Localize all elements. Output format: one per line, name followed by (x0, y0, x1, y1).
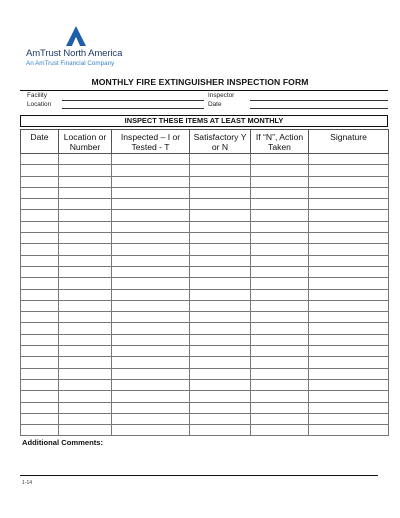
footer-divider (20, 475, 378, 476)
table-cell[interactable] (309, 425, 389, 436)
table-cell[interactable] (59, 176, 112, 187)
table-cell[interactable] (251, 413, 309, 424)
table-cell[interactable] (251, 379, 309, 390)
column-header-satisfactory: Satisfactory Y or N (190, 130, 251, 154)
table-row (21, 199, 389, 210)
table-cell[interactable] (112, 221, 190, 232)
table-cell[interactable] (21, 210, 59, 221)
table-cell[interactable] (190, 199, 251, 210)
table-cell[interactable] (190, 402, 251, 413)
facility-field[interactable] (62, 100, 204, 101)
table-cell[interactable] (21, 165, 59, 176)
table-cell[interactable] (309, 368, 389, 379)
table-cell[interactable] (59, 368, 112, 379)
table-cell[interactable] (21, 334, 59, 345)
table-cell[interactable] (309, 323, 389, 334)
amtrust-a-logo-icon (66, 26, 86, 46)
table-cell[interactable] (309, 289, 389, 300)
table-row (21, 266, 389, 277)
date-field[interactable] (250, 108, 388, 109)
table-cell[interactable] (309, 154, 389, 165)
table-cell[interactable] (21, 425, 59, 436)
table-cell[interactable] (251, 154, 309, 165)
table-cell[interactable] (59, 323, 112, 334)
table-cell[interactable] (112, 199, 190, 210)
column-header-location: Location or Number (59, 130, 112, 154)
table-cell[interactable] (112, 346, 190, 357)
table-row (21, 255, 389, 266)
table-cell[interactable] (112, 165, 190, 176)
table-cell[interactable] (21, 391, 59, 402)
table-row (21, 187, 389, 198)
table-cell[interactable] (59, 379, 112, 390)
table-cell[interactable] (112, 176, 190, 187)
inspection-log-table (20, 129, 389, 436)
table-cell[interactable] (251, 357, 309, 368)
table-cell[interactable] (112, 402, 190, 413)
table-cell[interactable] (309, 199, 389, 210)
table-cell[interactable] (59, 278, 112, 289)
date-label: Date (208, 101, 222, 108)
table-row (21, 289, 389, 300)
table-cell[interactable] (309, 176, 389, 187)
table-cell[interactable] (251, 289, 309, 300)
table-cell[interactable] (59, 221, 112, 232)
table-row (21, 244, 389, 255)
additional-comments-label: Additional Comments: (22, 438, 103, 447)
table-cell[interactable] (59, 402, 112, 413)
table-cell[interactable] (112, 278, 190, 289)
table-cell[interactable] (59, 312, 112, 323)
amtrust-logo (20, 22, 130, 72)
table-cell[interactable] (59, 187, 112, 198)
table-cell[interactable] (251, 210, 309, 221)
table-cell[interactable] (112, 154, 190, 165)
inspection-banner: INSPECT THESE ITEMS AT LEAST MONTHLY (20, 115, 388, 127)
table-row (21, 391, 389, 402)
table-cell[interactable] (309, 244, 389, 255)
table-cell[interactable] (251, 368, 309, 379)
table-cell[interactable] (190, 176, 251, 187)
table-cell[interactable] (59, 391, 112, 402)
table-cell[interactable] (190, 244, 251, 255)
table-cell[interactable] (309, 346, 389, 357)
table-cell[interactable] (190, 210, 251, 221)
page-number: 1-14 (22, 480, 33, 486)
table-cell[interactable] (112, 233, 190, 244)
facility-label: Facility (27, 92, 47, 99)
table-cell[interactable] (21, 176, 59, 187)
table-row (21, 379, 389, 390)
table-cell[interactable] (112, 413, 190, 424)
table-cell[interactable] (21, 255, 59, 266)
table-row (21, 368, 389, 379)
table-cell[interactable] (21, 346, 59, 357)
table-row (21, 165, 389, 176)
location-field[interactable] (62, 108, 204, 109)
table-cell[interactable] (309, 334, 389, 345)
table-row (21, 154, 389, 165)
table-cell[interactable] (21, 221, 59, 232)
table-cell[interactable] (59, 233, 112, 244)
table-cell[interactable] (59, 244, 112, 255)
table-cell[interactable] (309, 413, 389, 424)
table-row (21, 278, 389, 289)
table-cell[interactable] (112, 210, 190, 221)
table-cell[interactable] (21, 323, 59, 334)
table-cell[interactable] (21, 300, 59, 311)
table-cell[interactable] (190, 323, 251, 334)
table-cell[interactable] (251, 312, 309, 323)
table-cell[interactable] (59, 266, 112, 277)
table-row (21, 357, 389, 368)
table-cell[interactable] (112, 379, 190, 390)
table-cell[interactable] (59, 413, 112, 424)
table-cell[interactable] (309, 221, 389, 232)
table-cell[interactable] (59, 165, 112, 176)
table-cell[interactable] (309, 312, 389, 323)
inspector-label: Inspector (208, 92, 235, 99)
table-cell[interactable] (309, 379, 389, 390)
table-cell[interactable] (21, 233, 59, 244)
table-cell[interactable] (251, 323, 309, 334)
table-cell[interactable] (190, 233, 251, 244)
table-cell[interactable] (251, 346, 309, 357)
table-cell[interactable] (21, 289, 59, 300)
table-cell[interactable] (309, 357, 389, 368)
table-cell[interactable] (190, 278, 251, 289)
table-cell[interactable] (21, 413, 59, 424)
table-row (21, 425, 389, 436)
table-cell[interactable] (251, 391, 309, 402)
table-cell[interactable] (112, 244, 190, 255)
table-cell[interactable] (251, 233, 309, 244)
table-cell[interactable] (21, 266, 59, 277)
table-row (21, 300, 389, 311)
table-cell[interactable] (21, 402, 59, 413)
title-divider (20, 90, 388, 91)
form-title: MONTHLY FIRE EXTINGUISHER INSPECTION FORM (91, 77, 309, 87)
table-cell[interactable] (251, 199, 309, 210)
table-row (21, 346, 389, 357)
table-cell[interactable] (309, 210, 389, 221)
table-cell[interactable] (112, 357, 190, 368)
column-header-date: Date (21, 130, 59, 154)
table-cell[interactable] (21, 368, 59, 379)
table-cell[interactable] (190, 221, 251, 232)
table-cell[interactable] (59, 210, 112, 221)
table-cell[interactable] (190, 357, 251, 368)
column-header-action-taken: If “N”, Action Taken (251, 130, 309, 154)
inspection-log-body (21, 154, 389, 436)
table-cell[interactable] (251, 278, 309, 289)
table-cell[interactable] (309, 278, 389, 289)
table-cell[interactable] (251, 334, 309, 345)
table-cell[interactable] (190, 266, 251, 277)
table-cell[interactable] (190, 312, 251, 323)
table-cell[interactable] (112, 312, 190, 323)
table-cell[interactable] (21, 278, 59, 289)
table-cell[interactable] (21, 154, 59, 165)
table-cell[interactable] (251, 266, 309, 277)
table-row (21, 210, 389, 221)
table-cell[interactable] (59, 199, 112, 210)
column-header-signature: Signature (309, 130, 389, 154)
table-cell[interactable] (190, 289, 251, 300)
table-cell[interactable] (112, 300, 190, 311)
table-cell[interactable] (251, 425, 309, 436)
table-cell[interactable] (59, 289, 112, 300)
table-cell[interactable] (251, 165, 309, 176)
table-cell[interactable] (190, 154, 251, 165)
table-cell[interactable] (112, 255, 190, 266)
table-cell[interactable] (21, 357, 59, 368)
table-cell[interactable] (309, 266, 389, 277)
table-cell[interactable] (190, 391, 251, 402)
table-cell[interactable] (309, 391, 389, 402)
table-cell[interactable] (59, 334, 112, 345)
table-cell[interactable] (21, 199, 59, 210)
table-cell[interactable] (112, 334, 190, 345)
table-cell[interactable] (21, 244, 59, 255)
table-cell[interactable] (21, 379, 59, 390)
table-cell[interactable] (59, 300, 112, 311)
table-cell[interactable] (21, 187, 59, 198)
table-cell[interactable] (309, 187, 389, 198)
table-cell[interactable] (251, 402, 309, 413)
table-cell[interactable] (112, 266, 190, 277)
table-cell[interactable] (112, 289, 190, 300)
table-cell[interactable] (251, 187, 309, 198)
table-cell[interactable] (190, 255, 251, 266)
table-cell[interactable] (112, 391, 190, 402)
table-cell[interactable] (251, 255, 309, 266)
company-tagline: An AmTrust Financial Company (26, 60, 115, 67)
table-cell[interactable] (309, 255, 389, 266)
table-cell[interactable] (190, 379, 251, 390)
table-row (21, 334, 389, 345)
table-cell[interactable] (59, 154, 112, 165)
table-row (21, 323, 389, 334)
table-cell[interactable] (112, 368, 190, 379)
table-cell[interactable] (112, 187, 190, 198)
table-row (21, 402, 389, 413)
table-row (21, 176, 389, 187)
table-cell[interactable] (59, 346, 112, 357)
table-cell[interactable] (190, 165, 251, 176)
table-row (21, 312, 389, 323)
table-cell[interactable] (251, 300, 309, 311)
table-cell[interactable] (309, 402, 389, 413)
table-header-row (21, 130, 389, 154)
table-row (21, 233, 389, 244)
table-cell[interactable] (190, 425, 251, 436)
table-row (21, 221, 389, 232)
table-cell[interactable] (59, 255, 112, 266)
table-cell[interactable] (309, 165, 389, 176)
inspector-field[interactable] (250, 100, 388, 101)
table-row (21, 413, 389, 424)
table-cell[interactable] (190, 187, 251, 198)
table-cell[interactable] (309, 300, 389, 311)
table-cell[interactable] (59, 425, 112, 436)
table-cell[interactable] (190, 346, 251, 357)
table-cell[interactable] (112, 323, 190, 334)
column-header-inspected-tested: Inspected – I or Tested - T (112, 130, 190, 154)
table-cell[interactable] (190, 334, 251, 345)
location-label: Location (27, 101, 52, 108)
table-cell[interactable] (190, 300, 251, 311)
table-cell[interactable] (112, 425, 190, 436)
table-cell[interactable] (190, 413, 251, 424)
table-cell[interactable] (251, 176, 309, 187)
table-cell[interactable] (309, 233, 389, 244)
table-cell[interactable] (59, 357, 112, 368)
table-cell[interactable] (251, 244, 309, 255)
table-cell[interactable] (21, 312, 59, 323)
table-cell[interactable] (251, 221, 309, 232)
table-cell[interactable] (190, 368, 251, 379)
company-name: AmTrust North America (26, 48, 123, 59)
